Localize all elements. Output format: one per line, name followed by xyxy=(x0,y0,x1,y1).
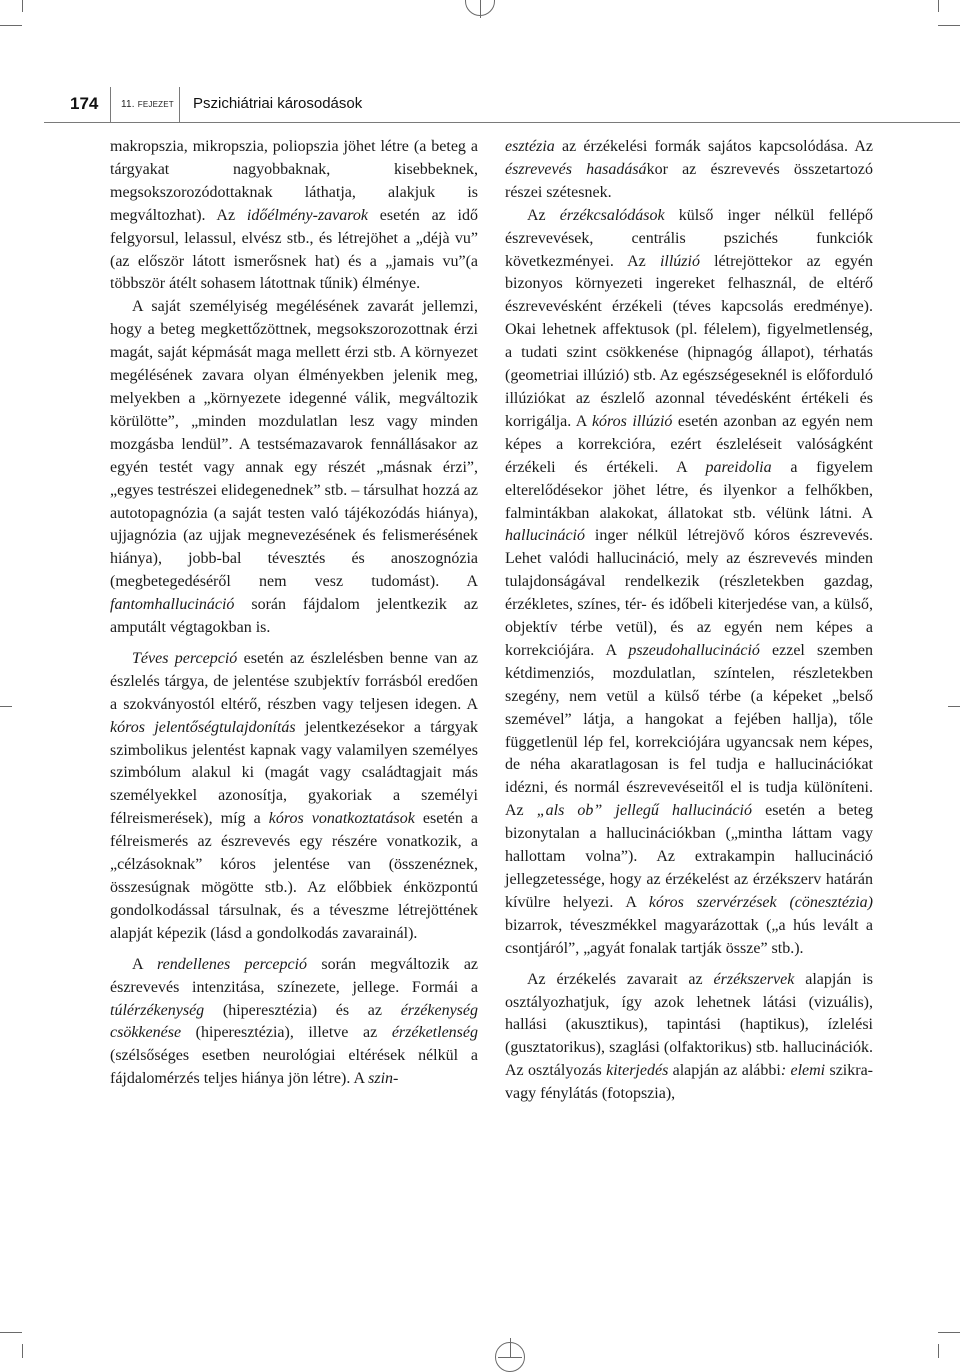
italic-term: pareidolia xyxy=(705,458,772,476)
text-run: esetén azonban az egyén nem képes a korrekcióra, ezért észleléseit valóságként érzékeli és értékeli. A xyxy=(505,412,874,476)
crop-mark-top-left-v xyxy=(22,0,23,12)
crop-mark-bottom-right-h xyxy=(938,1332,960,1333)
paragraph xyxy=(505,136,873,205)
chapter-label xyxy=(121,99,174,110)
header-divider-1 xyxy=(110,87,111,123)
italic-term: érzékenység csökkenése xyxy=(110,1001,478,1042)
left-column xyxy=(110,136,478,1091)
text-run: jelentkezésekor a tárgyak szimbolikus jelentést kapnak vagy valamilyen személyes szimbólum alakul ki (magát vagy családtagjait más személyekkel azonosítja, gyakoriak a személyi félreismerések), míg a xyxy=(110,718,478,828)
paragraph xyxy=(505,969,873,1106)
text-run: esetén az észlelésben benne van az észlelés tárgya, de jelentése szubjektív forrásból eredően a szokványostól eltérő, részben vagy teljesen idegen. A xyxy=(110,649,478,713)
text-run: alapján is osztályozhatjuk, így azok lehetnek látási (vizuális), hallási (akusztikus), tapintási (haptikus), ízlelési (gusztatorikus), szaglási (olfaktorikus) stb. hallucinációk. Az osztályozás xyxy=(505,970,873,1080)
italic-term: kóros szervérzések (cönesztézia) xyxy=(648,893,873,911)
crop-mark-bottom-right-v xyxy=(938,1344,939,1358)
italic-term: kóros illúzió xyxy=(591,412,673,430)
italic-term: Téves percepció xyxy=(132,649,238,667)
crop-mark-bottom-left-v xyxy=(22,1344,23,1358)
page-number: 174 xyxy=(70,94,99,113)
running-title: Pszichiátriai károsodások xyxy=(193,95,363,112)
text-run: makropszia, mikropszia, poliopszia jöhet létre (a beteg a tárgyakat nagyobbaknak, kisebbeknek, megsokszorozódottaknak láthatja, alakjuk is megváltozhat). Az xyxy=(110,138,478,224)
registration-cross-top-v xyxy=(480,0,481,18)
paragraph xyxy=(110,648,478,946)
header-divider-2 xyxy=(179,87,180,123)
text-run: bizarrok, téveszmékkel magyarázottak („a hús levált a csontjáról”, „agyát fonalak tartják össze” stb.). xyxy=(505,916,873,957)
italic-term: : elemi xyxy=(780,1062,826,1080)
text-run: esetén a félreismerés az észrevevés egy részére vonatkozik, a „célzásoknak” kóros jelentése van (összenéznek, összesúgnak mögötte stb.). Az előbbiek énközpontú gondolkodással társulnak, és a téveszme létrejöttének alapját képezik (lásd a gondolkodás zavarainál). xyxy=(110,810,479,942)
text-run: során megváltozik az észrevevés intenzitása, színezete, jellege. Formái a xyxy=(110,955,479,996)
crop-mark-top-right-h xyxy=(938,25,960,26)
text-run: A xyxy=(132,955,158,973)
italic-term: szin- xyxy=(368,1070,399,1088)
italic-term: „als ob” jellegű hallucináció xyxy=(536,802,753,820)
right-column xyxy=(505,136,873,1106)
text-run: esetén az idő felgyorsul, lelassul, elvész stb., és létrejöhet a „déjà vu” (az először látott ismerősnek hat) és a „jamais vu”(a többször átélt sohasem látottnak tűnik) élménye. xyxy=(110,206,479,293)
paragraph xyxy=(110,954,478,1091)
italic-term: időélmény-zavarok xyxy=(246,206,369,224)
text-run: Az érzékelés zavarait az xyxy=(527,970,714,988)
paragraph xyxy=(110,296,478,640)
running-header xyxy=(44,87,960,125)
italic-term: érzéketlenség xyxy=(391,1024,478,1042)
italic-term: hallucináció xyxy=(505,527,585,545)
registration-mark-right xyxy=(948,706,960,707)
italic-term: túlérzékenység xyxy=(110,1001,205,1019)
registration-mark-left xyxy=(0,706,12,707)
italic-term: illúzió xyxy=(659,252,700,270)
italic-term: esztézia xyxy=(505,138,555,155)
text-run: kor az észrevevés összetartozó részei szétesnek. xyxy=(505,160,873,201)
header-rule xyxy=(44,122,960,123)
text-run: létrejöttekor az egyén bizonyos környezeti ingereket felhasznál, de eltérő észrevevésként érzékeli (téves kapcsolás eredménye). Okai lehetnek affektusok (pl. félelem), figyelmetlenség, a tudati szint csökkenése (hipnagóg állapot), térhatás (geometriai illúzió) stb. Az egészségeseknél is előforduló illúziókat az észlelő azonnal tévedésként értékeli és korrigálja. A xyxy=(505,252,874,430)
text-run: során fájdalom jelentkezik az amputált végtagokban is. xyxy=(110,596,478,637)
chapter-word: FEJEZET xyxy=(137,100,174,109)
italic-term: érzékcsalódások xyxy=(559,206,665,224)
chapter-number: 11. xyxy=(121,99,135,110)
crop-mark-top-left-h xyxy=(0,25,22,26)
italic-term: kóros vonatkoztatások xyxy=(268,810,415,828)
text-run: szikra- vagy fénylátás (fotopszia), xyxy=(505,1062,874,1103)
text-run: A saját személyiség megélésének zavarát jellemzi, hogy a beteg megkettőzöttnek, megsokszorozottnak érzi magát, saját képmását maga mellett érzi stb. A környezet megélésének zavara olyan élményekben jelenik meg, melyekben a „környezete idegenné válik, megváltozik körülötte”, „minden mozdulatlan lesz vagy minden mozgásba lendül”. A testsémazavarok fennállásakor az egyén testét vagy annak egy részét „másnak érzi”, „egyes testrészei elidegenednek” stb. – társulhat hozzá az autotopagnózia (a saját testen való tájékozódás hiánya), ujjagnózia (az ujjak megnevezésének és felismerésének hiánya), jobb-bal tévesztés és anoszognózia (megbetegedéséről nem vesz tudomást). A xyxy=(110,298,478,591)
italic-term: észrevevés hasadásá xyxy=(505,160,647,178)
text-run: inger nélkül létrejövő kóros észrevevés. Lehet valódi hallucináció, mely az észrevevés minden tulajdonságával rendelkezik (részletekben gazdag, érzékletes, színes, tér- és időbeli kiterjedése van, a külső, objektív térbe vetül), és az egyén nem képes a korrekciójára. A xyxy=(505,527,873,659)
paragraph xyxy=(110,136,478,296)
text-run: az érzékelési formák sajátos kapcsolódása. Az xyxy=(554,138,873,155)
text-run: (szélsőséges esetben neurológiai eltérések nélkül a fájdalomérzés teljes hiánya jön létre). A xyxy=(110,1047,478,1088)
text-run: (hiperesztézia) és az xyxy=(204,1001,401,1019)
crop-mark-bottom-left-h xyxy=(0,1332,22,1333)
text-run: Az xyxy=(527,206,560,224)
registration-cross-bottom-v xyxy=(510,1338,511,1358)
text-run: alapján az alábbi xyxy=(668,1062,781,1080)
text-run: ezzel szemben kétdimenziós, mozdulatlan, színtelen, részletekben szegény, nem vetül a külső térbe (a képeket „belső szemével” látja, a hangokat a fejében hallja), tőle függetlenül lép fel, korrekciójára ugyancsak nem képes, de néha akaratlagosan is fel tudja e hallucinációkat idézni, és normál észrevevéseitől el is tudja különíteni. Az xyxy=(505,641,873,820)
text-run: a figyelem elterelődésekor jöhet létre, és ilyenkor a felhőkben, falmintákban alakokat, állatokat stb. vélünk látni. A xyxy=(505,458,874,522)
italic-term: rendellenes percepció xyxy=(157,955,308,973)
text-run: (hiperesztézia), illetve az xyxy=(181,1024,392,1042)
crop-mark-top-right-v xyxy=(938,0,939,12)
italic-term: érzékszervek xyxy=(713,970,795,988)
paragraph xyxy=(505,205,873,961)
text-run: külső inger nélkül fellépő észrevevések, centrális pszichés funkciók következményei. Az xyxy=(505,206,873,270)
italic-term: pszeudohallucináció xyxy=(628,641,760,659)
italic-term: kiterjedés xyxy=(606,1062,669,1080)
italic-term: fantomhallucináció xyxy=(110,596,235,614)
text-run: esetén a beteg bizonytalan a hallucinációkban („mintha láttam vagy hallottam volna”). Az extrakampin hallucináció jellegzetessége, hogy az érzékelést az érzékszerv határán kívülre helyezi. A xyxy=(505,802,874,911)
italic-term: kóros jelentőségtulajdonítás xyxy=(110,718,296,736)
